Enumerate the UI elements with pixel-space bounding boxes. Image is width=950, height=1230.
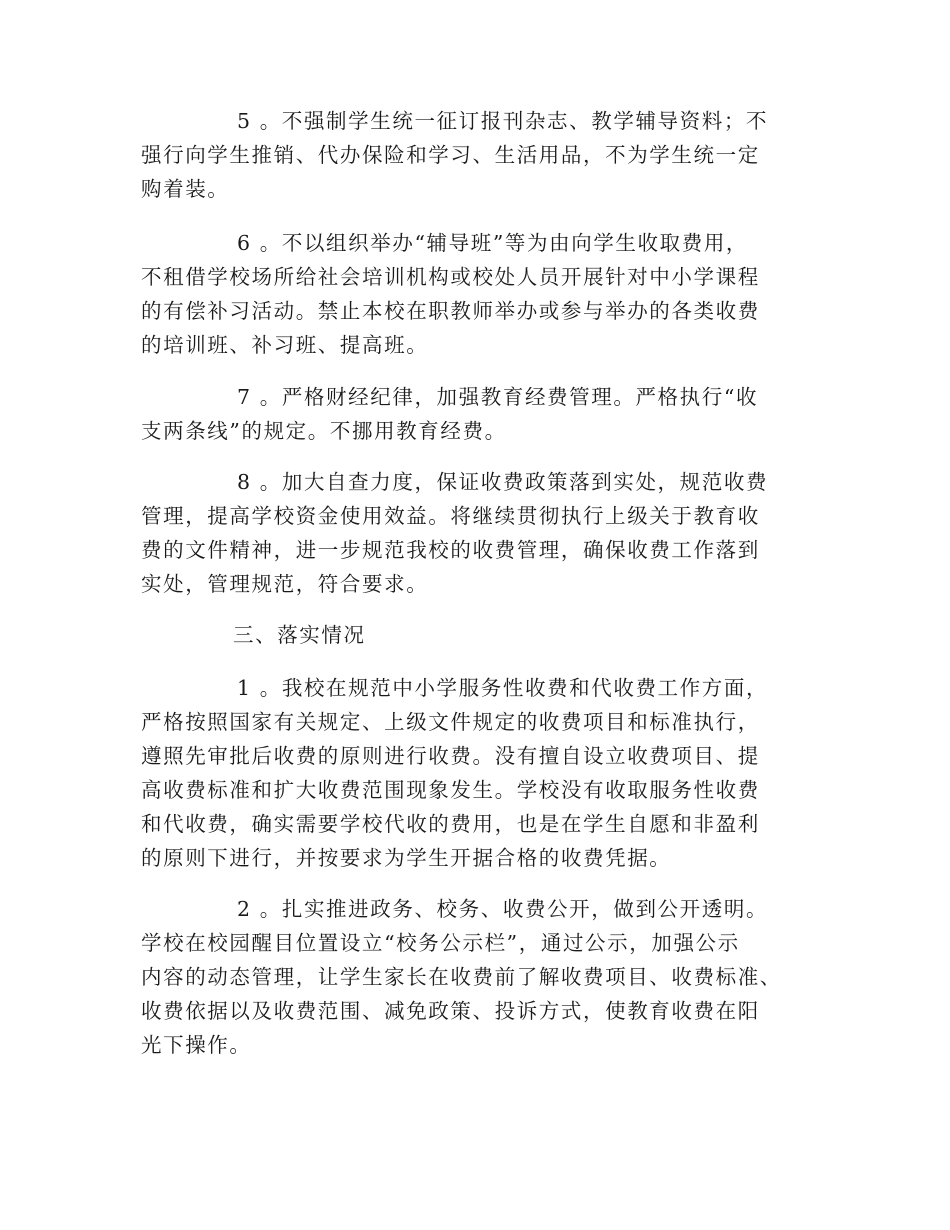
paragraph-item-8 [141,465,831,601]
paragraph-implementation-2 [141,892,831,1062]
paragraph-line: 高收费标准和扩大收费范围现象发生。学校没有收取服务性收费 [141,778,760,802]
paragraph-line: 管理，提高学校资金使用效益。将继续贯彻执行上级关于教育收 [141,504,760,528]
paragraph-line: 7 。严格财经纪律，加强教育经费管理。严格执行“收 [237,385,759,409]
paragraph-line: 2 。扎实推进政务、校务、收费公开，做到公开透明。 [237,897,769,921]
paragraph-line: 费的文件精神，进一步规范我校的收费管理，确保收费工作落到 [141,538,760,562]
paragraph-line: 内容的动态管理，让学生家长在收费前了解收费项目、收费标准、 [141,965,782,989]
paragraph-line: 的培训班、补习班、提高班。 [141,333,429,357]
paragraph-line: 支两条线”的规定。不挪用教育经费。 [141,419,507,443]
paragraph-line: 遵照先审批后收费的原则进行收费。没有擅自设立收费项目、提 [141,744,760,768]
paragraph-line: 的原则下进行，并按要求为学生开据合格的收费凭据。 [141,846,672,870]
paragraph-line: 学校在校园醒目位置设立“校务公示栏”，通过公示，加强公示 [141,931,740,955]
paragraph-line: 购着装。 [141,177,230,201]
paragraph-line: 光下操作。 [141,1033,252,1057]
paragraph-item-6 [141,226,831,362]
paragraph-line: 和代收费，确实需要学校代收的费用，也是在学生自愿和非盈利 [141,812,760,836]
section-heading-text: 三、落实情况 [233,623,366,647]
paragraph-line: 的有偿补习活动。禁止本校在职教师举办或参与举办的各类收费 [141,299,760,323]
paragraph-line: 8 。加大自查力度，保证收费政策落到实处，规范收费 [237,470,769,494]
paragraph-line: 强行向学生推销、代办保险和学习、生活用品，不为学生统一定 [141,143,760,167]
paragraph-item-7 [141,380,831,448]
paragraph-line: 不租借学校场所给社会培训机构或校处人员开展针对中小学课程 [141,265,760,289]
paragraph-implementation-1 [141,671,831,875]
paragraph-line: 5 。不强制学生统一征订报刊杂志、教学辅导资料；不 [237,109,769,133]
paragraph-line: 6 。不以组织举办“辅导班”等为由向学生收取费用， [237,231,749,255]
paragraph-line: 1 。我校在规范中小学服务性收费和代收费工作方面， [237,676,769,700]
paragraph-line: 实处，管理规范，符合要求。 [141,572,429,596]
paragraph-line: 收费依据以及收费范围、减免政策、投诉方式，使教育收费在阳 [141,999,760,1023]
paragraph-line: 严格按照国家有关规定、上级文件规定的收费项目和标准执行， [141,710,760,734]
paragraph-item-5 [141,104,831,206]
section-heading [141,618,831,652]
